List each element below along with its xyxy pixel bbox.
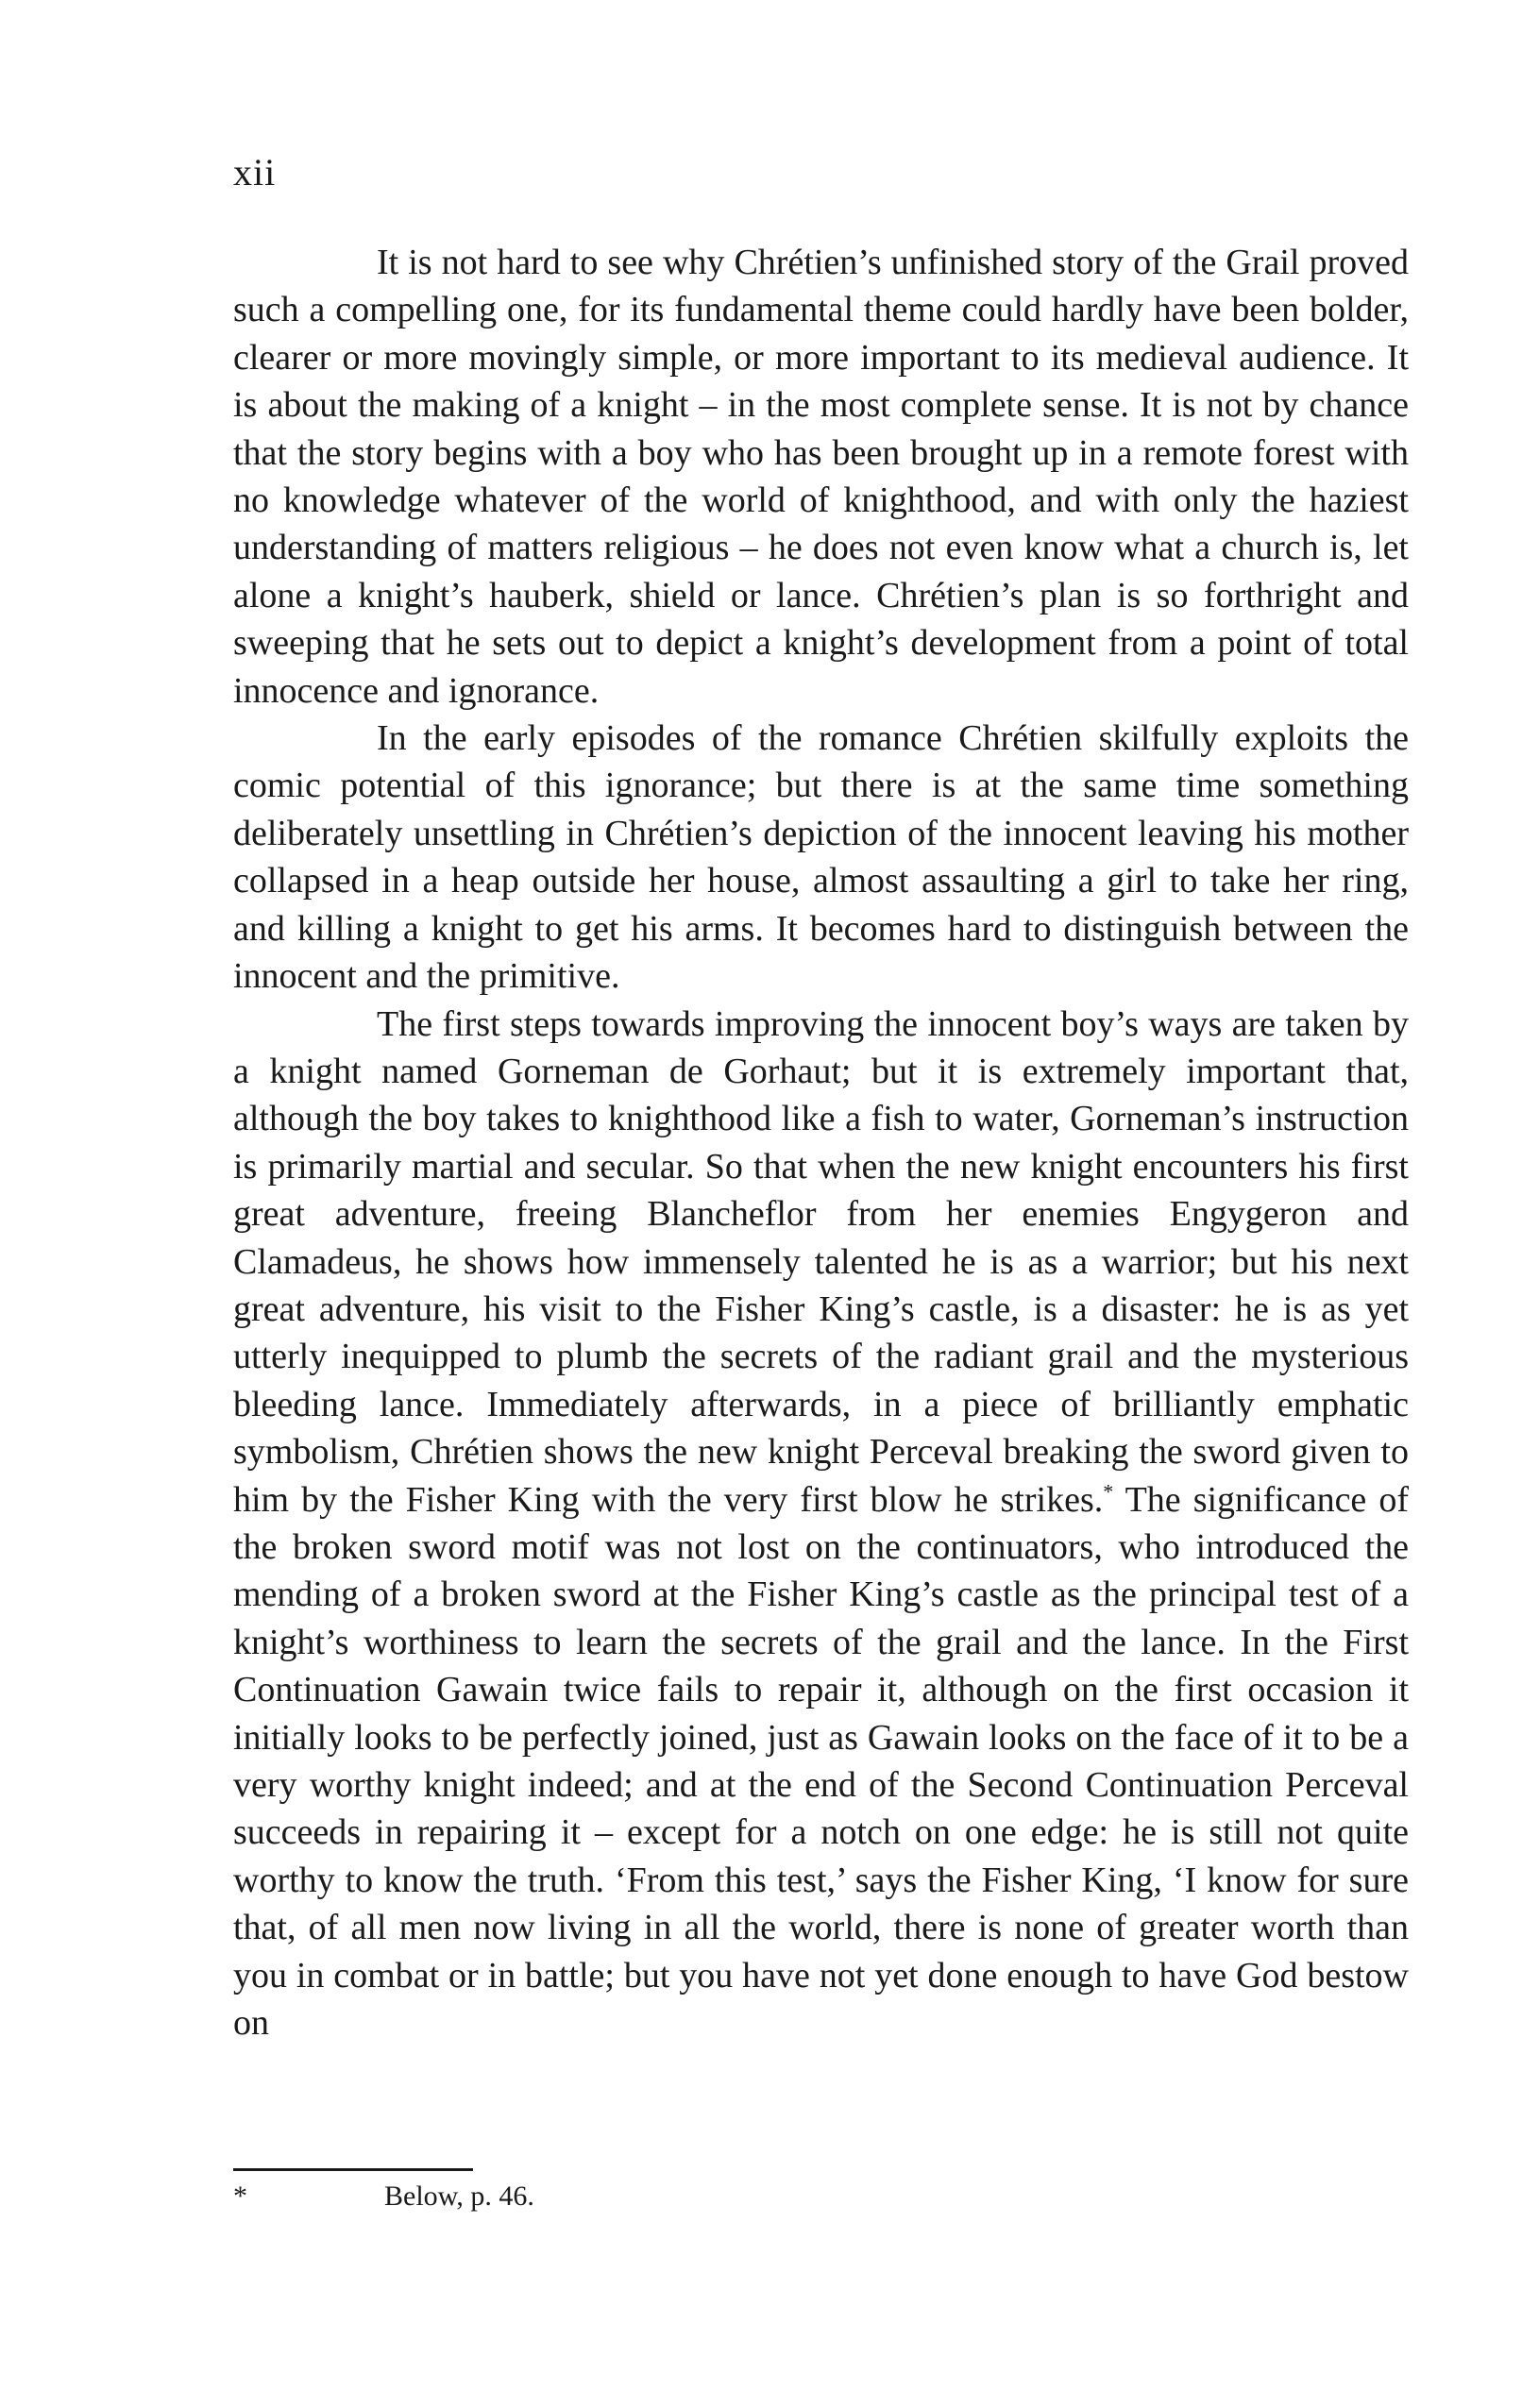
body-text: [233, 239, 1409, 2046]
paragraph-2: In the early episodes of the romance Chrétien skilfully exploits the comic potential of this ignorance; but there is at the same time something deliberately unsettling in Chrétien’s depiction of the innocent leaving his mother collapsed in a heap outside her house, almost assaulting a girl to take her ring, and killing a knight to get his arms. It becomes hard to distinguish between the innocent and the primitive.: [233, 718, 1409, 997]
paragraph-3-text-after-note: The significance of the broken sword motif was not lost on the continuators, who introduced the mending of a broken sword at the Fisher King’s castle as the principal test of a knight’s worthiness to learn the secrets of the grail and the lance. In the First Continuation Gawain twice fails to repair it, although on the first occasion it initially looks to be perfectly joined, just as Gawain looks on the face of it to be a very worthy knight indeed; and at the end of the Second Continuation Perceval succeeds in repairing it – except for a notch on one edge: he is still not quite worthy to know the truth. ‘From this test,’ says the Fisher King, ‘I know for sure that, of all men now living in all the world, there is none of greater worth than you in combat or in battle; but you have not yet done enough to have God bestow on: [233, 1479, 1409, 2044]
footnote-text: Below, p. 46.: [384, 2181, 534, 2212]
paragraph-3: [233, 1001, 1409, 2047]
paragraph-1: It is not hard to see why Chrétien’s unfinished story of the Grail proved such a compelling one, for its fundamental theme could hardly have been bolder, clearer or more movingly simple, or more important to its medieval audience. It is about the making of a knight – in the most complete sense. It is not by chance that the story begins with a boy who has been brought up in a remote forest with no knowledge whatever of the world of knighthood, and with only the haziest understanding of matters religious – he does not even know what a church is, let alone a knight’s hauberk, shield or lance. Chrétien’s plan is so forthright and sweeping that he sets out to depict a knight’s development from a point of total innocence and ignorance.: [233, 243, 1409, 711]
footnote-reference: *: [1103, 1478, 1114, 1503]
paragraph-3-text-before-note: The first steps towards improving the innocent boy’s ways are taken by a knight named Gorneman de Gorhaut; but it is extremely important that, although the boy takes to knighthood like a fish to water, Gorneman’s instruction is primarily martial and secular. So that when the new knight encounters his first great adventure, freeing Blancheflor from her enemies Engygeron and Clamadeus, he shows how immensely talented he is as a warrior; but his next great adventure, his visit to the Fisher King’s castle, is a disaster: he is as yet utterly inequipped to plumb the secrets of the radiant grail and the mysterious bleeding lance. Immediately afterwards, in a piece of brilliantly emphatic symbolism, Chrétien shows the new knight Perceval breaking the sword given to him by the Fisher King with the very first blow he strikes.: [233, 1003, 1409, 1520]
footnote-marker: *: [233, 2181, 247, 2212]
footnote-separator-rule: [233, 2168, 473, 2171]
footnote: [233, 2178, 1409, 2215]
page-number: xii: [233, 151, 277, 194]
